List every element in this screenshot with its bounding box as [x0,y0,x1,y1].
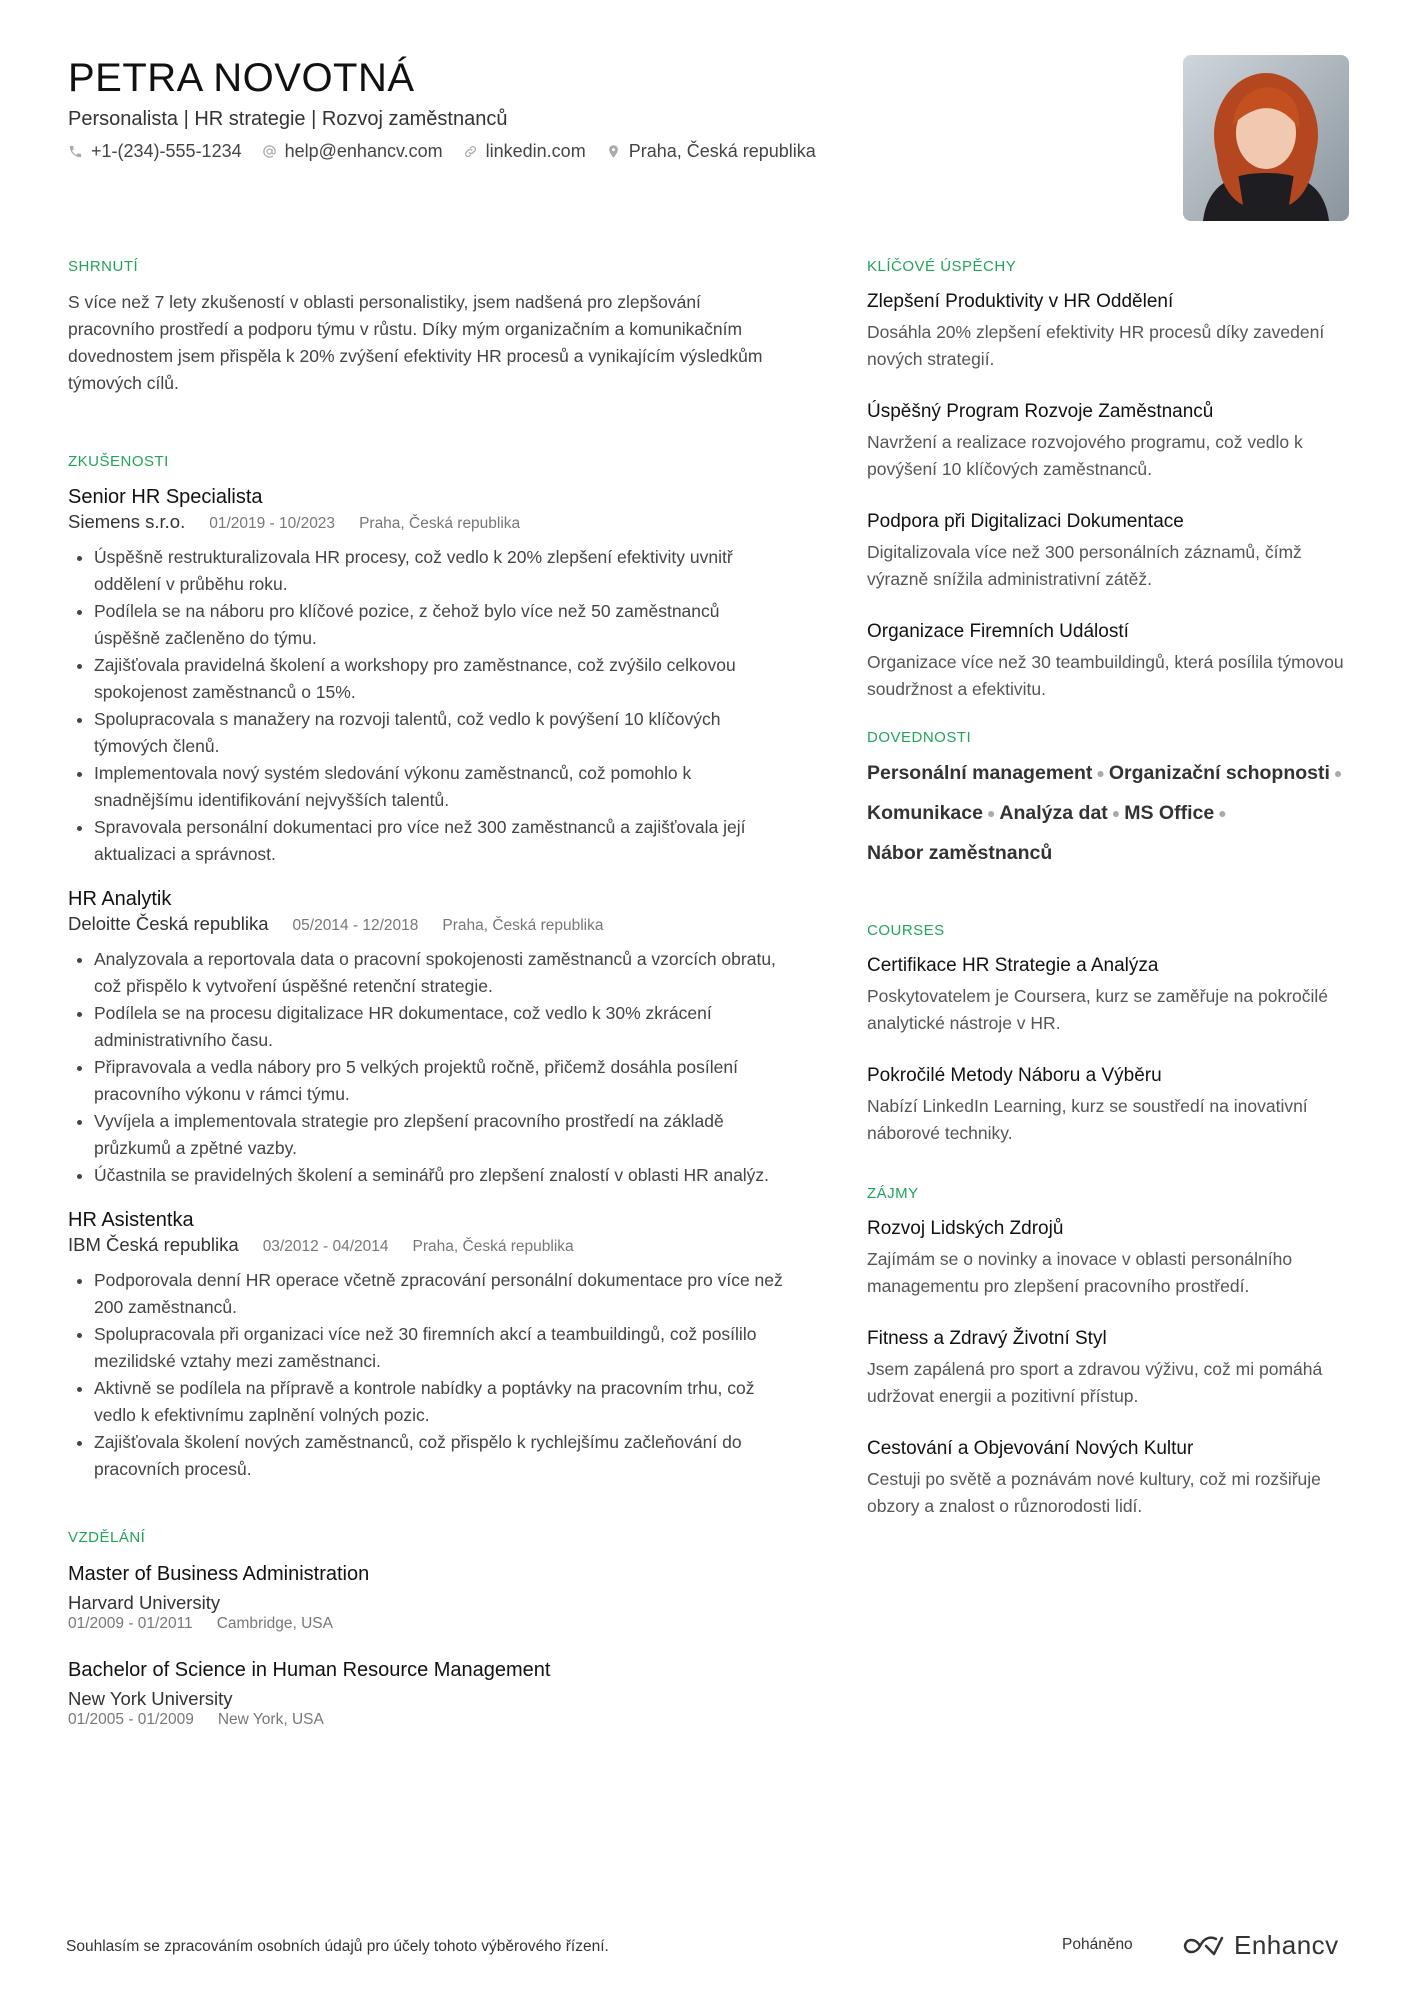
job-location: Praha, Česká republika [442,917,604,934]
job-bullet: • Podporovala denní HR operace včetně zpracování personální dokumentace pro více než 200 zaměstnanců. [94,1267,790,1321]
job-bullet: • Zajišťovala pravidelná školení a workshopy pro zaměstnance, což zvýšilo celkovou spokojenost zaměstnanců o 15%. [94,652,790,706]
skill-item: MS Office [1124,802,1215,824]
left-column [68,258,790,1752]
job-bullet: • Implementovala nový systém sledování výkonu zaměstnanců, což pomohlo k snadnějšímu identifikování nejvyšších talentů. [94,760,790,814]
job-company: IBM Česká republika [68,1234,239,1255]
interest-title: Cestování a Objevování Nových Kultur [867,1438,1194,1459]
education-school: Harvard University [68,1592,221,1613]
contact-location [606,141,816,162]
education-entry [68,1560,790,1634]
job-location: Praha, Česká republika [412,1238,574,1255]
achievements-heading: KLÍČOVÉ ÚSPĚCHY [867,258,1017,275]
interest-item [867,1216,1357,1300]
job-bullet: • Vyvíjela a implementovala strategie pro zlepšení pracovního prostředí na základě průzkumů a zpětné vazby. [94,1108,790,1162]
experience-section [68,453,790,1483]
interest-item [867,1436,1357,1520]
education-meta [68,1614,790,1634]
skill-item: Nábor zaměstnanců [867,842,1053,864]
interest-desc: Jsem zapálená pro sport a zdravou výživu, což mi pomáhá udržovat energii a pozitivní přístup. [867,1359,1323,1406]
job-bullet: • Spravovala personální dokumentaci pro více než 300 zaměstnanců a zajišťovala její aktualizaci a správnost. [94,814,790,868]
candidate-subtitle: Personalista | HR strategie | Rozvoj zaměstnanců [68,108,508,130]
achievement-title: Organizace Firemních Událostí [867,621,1129,642]
course-item [867,1063,1357,1147]
job-bullet: • Účastnila se pravidelných školení a seminářů pro zlepšení znalostí v oblasti HR analýz. [94,1162,790,1189]
course-desc: Poskytovatelem je Coursera, kurz se zaměřuje na pokročilé analytické nástroje v HR. [867,986,1329,1033]
job-bullets [68,1267,790,1483]
achievement-item [867,399,1357,483]
powered-by-label: Poháněno [1062,1936,1133,1953]
skill-item: Analýza dat [999,802,1108,824]
achievement-desc: Navržení a realizace rozvojového programu, což vedlo k povýšení 10 klíčových zaměstnanců. [867,432,1303,479]
summary-section [68,258,790,397]
enhancv-logo-text: Enhancv [1234,1930,1339,1960]
achievement-item [867,289,1357,373]
enhancv-logo-icon [1180,1933,1226,1959]
job-meta [68,510,790,536]
education-school: New York University [68,1688,233,1709]
education-section [68,1529,790,1730]
job-title: HR Analytik [68,888,172,910]
contact-email[interactable] [262,141,443,162]
achievement-desc: Organizace více než 30 teambuildingů, která posílila týmovou soudržnost a efektivitu. [867,652,1344,699]
skills-section [867,729,1357,866]
skill-separator: ● [1218,805,1227,821]
job-bullet: • Spolupracovala s manažery na rozvoji talentů, což vedlo k povýšení 10 klíčových týmových členů. [94,706,790,760]
course-title: Pokročilé Metody Náboru a Výběru [867,1065,1162,1086]
job-bullet: • Zajišťovala školení nových zaměstnanců, což přispělo k rychlejšímu začleňování do pracovních procesů. [94,1429,790,1483]
interest-item [867,1326,1357,1410]
job-dates: 05/2014 - 12/2018 [292,917,419,934]
contact-bar [68,141,816,162]
achievement-item [867,509,1357,593]
job-bullet: • Aktivně se podílela na přípravě a kontrole nabídky a poptávky na pracovním trhu, což vedlo k efektivnímu zaplnění volných pozic. [94,1375,790,1429]
consent-text: Souhlasím se zpracováním osobních údajů pro účely tohoto výběrového řízení. [66,1938,609,1955]
interest-title: Fitness a Zdravý Životní Styl [867,1328,1107,1349]
education-dates: 01/2005 - 01/2009 [68,1711,194,1728]
job-company: Siemens s.r.o. [68,511,186,532]
skill-item: Organizační schopnosti [1108,762,1330,784]
education-location: Cambridge, USA [216,1615,333,1632]
achievement-desc: Dosáhla 20% zlepšení efektivity HR procesů díky zavedení nových strategií. [867,322,1325,369]
courses-section [867,922,1357,1147]
at-icon [262,144,277,159]
job-title: HR Asistentka [68,1209,194,1231]
website-text: linkedin.com [485,141,586,161]
summary-heading: SHRNUTÍ [68,258,139,275]
profile-photo [1183,55,1349,221]
education-entry [68,1656,790,1730]
interests-heading: ZÁJMY [867,1185,919,1202]
course-item [867,953,1357,1037]
course-title: Certifikace HR Strategie a Analýza [867,955,1159,976]
job-entry [68,484,790,868]
summary-text: S více než 7 lety zkušeností v oblasti personalistiky, jsem nadšená pro zlepšování pracovního prostředí a podporu týmu v růstu. Díky mým organizačním a komunikačním dovednostem jsem přispěla k 20% zvýšení efektivity HR procesů a vynikajícím výsledkům týmových cílů. [68,292,763,393]
skills-heading: DOVEDNOSTI [867,729,972,746]
job-bullets [68,946,790,1189]
skill-separator: ● [1333,765,1343,781]
job-entry [68,1207,790,1483]
achievement-title: Podpora při Digitalizaci Dokumentace [867,511,1184,532]
job-bullet: • Podílela se na procesu digitalizace HR dokumentace, což vedlo k 30% zkrácení administrativního času. [94,1000,790,1054]
achievements-section [867,258,1357,703]
contact-phone[interactable] [68,141,242,162]
enhancv-logo[interactable] [1180,1930,1339,1961]
achievement-desc: Digitalizovala více než 300 personálních záznamů, čímž výrazně snížila administrativní zátěž. [867,542,1302,589]
education-degree: Bachelor of Science in Human Resource Management [68,1659,551,1681]
courses-heading: COURSES [867,922,945,939]
skill-separator: ● [1096,765,1105,781]
interest-desc: Cestuji po světě a poznávám nové kultury, což mi rozšiřuje obzory a znalost o různorodosti lidí. [867,1469,1321,1516]
job-dates: 01/2019 - 10/2023 [209,515,336,532]
education-degree: Master of Business Administration [68,1563,370,1585]
achievement-title: Zlepšení Produktivity v HR Oddělení [867,291,1174,312]
interest-title: Rozvoj Lidských Zdrojů [867,1218,1064,1239]
course-desc: Nabízí LinkedIn Learning, kurz se soustředí na inovativní náborové techniky. [867,1096,1308,1143]
education-heading: VZDĚLÁNÍ [68,1529,146,1546]
skill-separator: ● [986,805,996,821]
skill-item: Komunikace [867,802,983,824]
education-dates: 01/2009 - 01/2011 [68,1615,193,1632]
job-company: Deloitte Česká republika [68,913,269,934]
candidate-name: PETRA NOVOTNÁ [68,56,415,100]
job-bullets [68,544,790,868]
job-title: Senior HR Specialista [68,486,263,508]
right-column [867,258,1357,1546]
location-pin-icon [606,144,621,159]
job-meta [68,912,790,938]
link-icon [463,144,478,159]
skill-separator: ● [1111,805,1121,821]
skills-list [867,760,1357,866]
education-meta [68,1710,790,1730]
job-bullet: • Připravovala a vedla nábory pro 5 velkých projektů ročně, přičemž dosáhla posílení pracovního výkonu v rámci týmu. [94,1054,790,1108]
phone-icon [68,144,83,159]
job-bullet: • Úspěšně restrukturalizovala HR procesy, což vedlo k 20% zlepšení efektivity uvnitř oddělení v průběhu roku. [94,544,790,598]
location-text: Praha, Česká republika [628,141,816,161]
contact-website[interactable] [463,141,586,162]
achievement-item [867,619,1357,703]
experience-heading: ZKUŠENOSTI [68,453,169,470]
interests-section [867,1185,1357,1520]
job-bullet: • Podílela se na náboru pro klíčové pozice, z čehož bylo více než 50 zaměstnanců úspěšně začleněno do týmu. [94,598,790,652]
job-location: Praha, Česká republika [359,515,521,532]
education-location: New York, USA [217,1711,324,1728]
skill-item: Personální management [867,762,1093,784]
job-bullet: • Spolupracovala při organizaci více než 30 firemních akcí a teambuildingů, což posílilo mezilidské vztahy mezi zaměstnanci. [94,1321,790,1375]
job-entry [68,886,790,1189]
job-bullet: • Analyzovala a reportovala data o pracovní spokojenosti zaměstnanců a vzorcích obratu, což přispělo k vytvoření úspěšné retenční strategie. [94,946,790,1000]
achievement-title: Úspěšný Program Rozvoje Zaměstnanců [867,401,1214,422]
phone-text: +1-(234)-555-1234 [91,141,242,161]
interest-desc: Zajímám se o novinky a inovace v oblasti personálního managementu pro zlepšení pracovního prostředí. [867,1249,1293,1296]
email-text: help@enhancv.com [284,141,443,161]
job-dates: 03/2012 - 04/2014 [262,1238,389,1255]
job-meta [68,1233,790,1259]
